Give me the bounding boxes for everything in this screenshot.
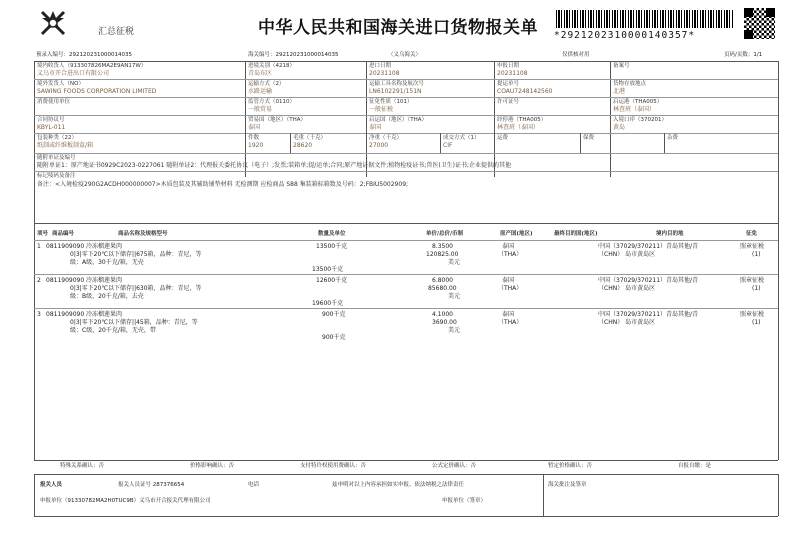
net-weight-label: 净重（千克） xyxy=(369,135,403,141)
transit-port-label: 经停港（THA005） xyxy=(497,117,547,123)
bill-of-lading-value: COAU7248142560 xyxy=(497,88,553,95)
provisional-price-confirm: 暂定价格确认：否 xyxy=(548,463,593,469)
barcode-text: *2921202310000140357* xyxy=(554,30,696,41)
declare-date-value: 20231108 xyxy=(497,70,528,77)
page-title: 中华人民共和国海关进口货物报关单 xyxy=(258,18,538,38)
record-no-label: 备案号 xyxy=(613,63,630,69)
col-domestic-dest: 境内目的地 xyxy=(656,231,684,237)
col-goods-name: 商品名称及规格型号 xyxy=(118,231,168,237)
transport-mode-value: 水路运输 xyxy=(248,88,273,95)
entry-point-label: 入境口岸（370201） xyxy=(613,117,667,123)
misc-fee-label: 杂费 xyxy=(667,135,679,141)
transit-port-value: 林查班（泰国） xyxy=(497,124,540,131)
col-origin: 原产国(地区) xyxy=(500,231,533,237)
trade-country-label: 贸易国（地区）（THA） xyxy=(248,117,307,123)
declare-unit: 申报单位（91330782MA2H0TUC9B）义乌市开合报关代理有限公司 xyxy=(40,498,211,504)
declarer-cert: 报关人员证号 287376654 xyxy=(118,482,185,488)
consignor-label: 境外发货人（NO） xyxy=(37,81,84,87)
col-quantity: 数量及单位 xyxy=(318,231,346,237)
remarks-label: 标记唛码及备注 xyxy=(37,173,76,179)
phone-label: 电话 xyxy=(248,482,260,488)
gross-weight-value: 28620 xyxy=(293,142,313,149)
package-type-value: 纸制或纤维板制盒/箱 xyxy=(37,142,94,149)
col-tax: 征免 xyxy=(746,231,758,237)
legal-statement: 兹申明对以上内容承担如实申报、依法纳税之法律责任 xyxy=(332,482,465,488)
declare-seal-label: 申报单位（签章） xyxy=(442,498,487,504)
departure-port-label: 启运港（THA005） xyxy=(613,99,663,105)
vessel-value: LN6102291/151N xyxy=(369,88,422,95)
usage-note: 仅供核对用 xyxy=(562,52,590,58)
bill-of-lading-label: 提运单号 xyxy=(497,81,520,87)
exemption-value: 一般征税 xyxy=(369,106,394,113)
storage-location-value: 北港 xyxy=(613,88,626,95)
attachments-value: 随附单证1：原产地证书0929C2023-0227061 随附单证2：代理报关委托协议（电子）;发票;装箱单;提/运单;合同;原产地证据文件;植物检疫证书;兽医(卫生)证书;企业提供的其他 xyxy=(37,162,512,169)
net-weight-value: 27000 xyxy=(369,142,389,149)
col-hs-code: 商品编号 xyxy=(52,231,75,237)
col-item-no: 项号 xyxy=(37,231,49,237)
attachments-label: 随附单证及编号 xyxy=(37,155,76,161)
gross-weight-label: 毛重（千克） xyxy=(293,135,327,141)
package-type-label: 包装种类（22） xyxy=(37,135,77,141)
formula-price-confirm: 公式定价确认：否 xyxy=(432,463,477,469)
declarer-label: 报关人员 xyxy=(40,482,63,488)
customs-number: 海关编号：292120231000014035 xyxy=(248,52,339,58)
consignee-value: 义乌市开合进出口有限公司 xyxy=(37,70,110,77)
pieces-label: 件数 xyxy=(248,135,260,141)
trade-country-value: 泰国 xyxy=(248,124,261,131)
qr-code xyxy=(744,8,775,39)
customs-declaration-page: 汇总征税 中华人民共和国海关进口货物报关单 *2921202310000140357* 预录入编号：292120231000014035 海关编号：292120231000014035 （义乌海关） 仅供核对用 页码/页数：1/1 境内收货人（913307826MA2E9AN17W） 义乌市开合进出口有限公司 进境关别（4218） 青岛东区 进口日期 20231108 申报日期 20231108 备案号 境外发货人（NO） SAWING FOODS CORPORATION LIMITED 运输方式（2） 水路运输 运输工具名称及航次号 LN6102291/151N 提运单号 COAU7248142560 货物存放地点 北港 消费使用单位 监管方式（0110） 一般贸易 征免性质（101） 一般征税 许可证号 启运港（THA005） 林查班（泰国） 合同协议号 KBYL-011 贸易国（地区）（THA） 泰国 启运国（地区）（THA） 泰国 经停港（THA005） 林查班（泰国） 入境口岸（370201） 黄岛 包装种类（22） 纸制或纤维板制盒/箱 件数 1920 毛重（千克） 28620 净重（千克） 27000 成交方式（1） CIF 运费 保费 杂费 随附单证及编号 随附单证1：原产地证书0929C2023-0227061 随附单证2：代理报关委托协议（电子）;发票;装箱单;提/运单;合同;原产地证据文件;植物检疫证书;兽医(卫生)证书;企业提供的其他 标记唛码及备注 备注：<入境检疫290G2ACDH000000007>木质包装及其辅助铺垫材料 无检测期 应检商品 S88 集装箱标箱数及号码：2;FBIU5002909; 项号 商品编号 商品名称及规格型号 数量及单位 单价/总价/币制 原产国(地区) 最终目的国(地区) 境内目的地 征免 1 0811909090 冷冻榴莲果肉 0|3|零下20℃以下储存||675箱，品种：青尼，等 级：A级，30千克/箱，无壳 13500千克 13500千克 8.3500 120825.00 美元 泰国 （THA） 中国（37029/370211）青岛其他/青 （CHN） 岛市黄岛区 照章征税 (1) 2 0811909090 冷冻榴莲果肉 0|3|零下20℃以下储存||630箱，品种：青尼，等 级：B级，20千克/箱，去壳 12600千克 19600千克 6.8000 85680.00 美元 泰国 （THA） 中国（37029/370211）青岛其他/青 （CHN） 岛市黄岛区 照章征税 (1) 3 0811909090 冷冻榴莲果肉 0|3|零下20℃以下储存||45箱，品种：青尼，等 级：C级，20千克/箱，无壳，带 900千克 900千克 4.1000 3690.00 美元 泰国 （THA） 中国（37029/370211）青岛其他/青 （CHN） 岛市黄岛区 照章征税 (1) 特殊关系确认：否 价格影响确认：否 支付特许权使用费确认：否 公式定价确认：否 暂定价格确认：否 自报自缴：是 报关人员 报关人员证号 287376654 电话 兹申明对以上内容承担如实申报、依法纳税之法律责任 海关批注及签章 申报单位（91330782MA2H0TUC9B）义乌市开合报关代理有限公司 申报单位（签章） xyxy=(0,0,800,536)
consumer-unit-label: 消费使用单位 xyxy=(37,99,71,105)
contract-value: KBYL-011 xyxy=(37,124,66,131)
price-impact-confirm: 价格影响确认：否 xyxy=(190,463,235,469)
license-no-label: 许可证号 xyxy=(497,99,520,105)
vessel-label: 运输工具名称及航次号 xyxy=(369,81,425,87)
contract-label: 合同协议号 xyxy=(37,117,65,123)
entry-point-value: 黄岛 xyxy=(613,124,626,131)
consignor-value: SAWING FOODS CORPORATION LIMITED xyxy=(37,88,157,95)
page-indicator: 页码/页数：1/1 xyxy=(724,52,763,58)
transport-mode-label: 运输方式（2） xyxy=(248,81,285,87)
collective-tax-label: 汇总征税 xyxy=(98,27,135,37)
origin-country-label: 启运国（地区）（THA） xyxy=(369,117,428,123)
self-declare-confirm: 自报自缴：是 xyxy=(678,463,712,469)
special-relation-confirm: 特殊关系确认：否 xyxy=(60,463,105,469)
customs-note-label: 海关批注及签章 xyxy=(548,482,587,488)
entry-port-label: 进境关别（4218） xyxy=(248,63,295,69)
port-note: （义乌海关） xyxy=(388,52,422,58)
origin-country-value: 泰国 xyxy=(369,124,382,131)
customs-emblem-icon xyxy=(38,8,68,38)
freight-label: 运费 xyxy=(497,135,509,141)
col-price: 单价/总价/币制 xyxy=(426,231,464,237)
supervision-mode-label: 监管方式（0110） xyxy=(248,99,295,105)
entry-port-value: 青岛东区 xyxy=(248,70,273,77)
exemption-label: 征免性质（101） xyxy=(369,99,413,105)
import-date-label: 进口日期 xyxy=(369,63,392,69)
remarks-value: 备注：<入境检疫290G2ACDH000000007>木质包装及其辅助铺垫材料 无检测期 应检商品 S88 集装箱标箱数及号码：2;FBIU5002909; xyxy=(37,181,409,188)
col-final-dest: 最终目的国(地区) xyxy=(554,231,598,237)
departure-port-value: 林查班（泰国） xyxy=(613,106,656,113)
barcode xyxy=(556,10,734,28)
consignee-label: 境内收货人（913307826MA2E9AN17W） xyxy=(37,63,147,69)
declare-date-label: 申报日期 xyxy=(497,63,520,69)
trade-terms-label: 成交方式（1） xyxy=(443,135,480,141)
royalty-confirm: 支付特许权使用费确认：否 xyxy=(300,463,367,469)
insurance-label: 保费 xyxy=(583,135,595,141)
import-date-value: 20231108 xyxy=(369,70,400,77)
supervision-mode-value: 一般贸易 xyxy=(248,106,273,113)
preentry-number: 预录入编号：292120231000014035 xyxy=(36,52,132,58)
storage-location-label: 货物存放地点 xyxy=(613,81,647,87)
trade-terms-value: CIF xyxy=(443,142,453,149)
pieces-value: 1920 xyxy=(248,142,264,149)
